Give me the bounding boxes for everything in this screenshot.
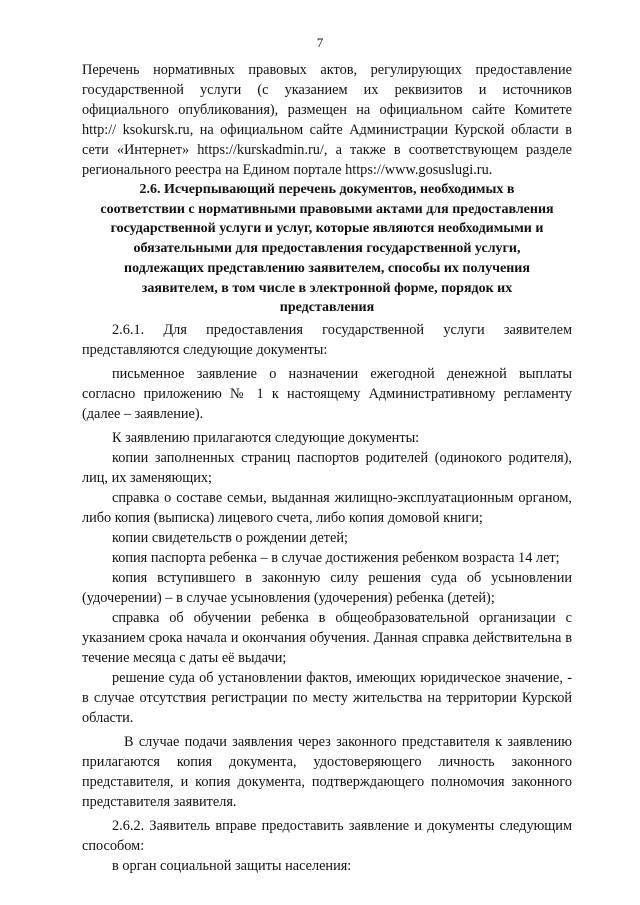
paragraph-2-6-1: 2.6.1. Для предоставления государственной услуги заявителем представляются следующие документы: <box>82 322 572 358</box>
list-item-school-certificate: справка об обучении ребенка в общеобразовательной организации с указанием срока начала и окончания обучения. Данная справка действительна в течение месяца с даты её выдачи; <box>82 610 572 666</box>
paragraph-application: письменное заявление о назначении ежегодной денежной выплаты согласно приложению № 1 к настоящему Административному регламенту (далее – заявление). <box>82 366 572 422</box>
list-item-adoption-decision: копия вступившего в законную силу решения суда об усыновлении (удочерении) – в случае усыновления (удочерения) ребенка (детей); <box>82 570 572 606</box>
list-item-passports: копии заполненных страниц паспортов родителей (одинокого родителя), лиц, их заменяющих; <box>82 450 572 486</box>
section-heading: 2.6. Исчерпывающий перечень документов, необходимых в соответствии с нормативными правовыми актами для предоставления государственной услуги и услуг, которые являются необходимыми и обязательными для предоставления государственной услуги, подлежащих представлению заявителем, способы их получения заявителем, в том числе в электронной форме, порядок их представления <box>100 182 554 316</box>
list-item-court-decision: решение суда об установлении фактов, имеющих юридическое значение, - в случае отсутствия регистрации по месту жительства на территории Курской области. <box>82 670 572 726</box>
paragraph-attachments-intro: К заявлению прилагаются следующие документы: <box>112 430 420 446</box>
intro-paragraph: Перечень нормативных правовых актов, регулирующих предоставление государственной услуги (с указанием их реквизитов и источников официального опубликования), размещен на официальном сайте Комитете http:// ksokursk.ru, на официальном сайте Администрации Курской области в сети «Интернет» https://kurskadmin.ru/, а также в соответствующем разделе регионального реестра на Едином портале https://www.gosuslugi.ru. <box>82 62 572 178</box>
list-item-birth-certificates: копии свидетельств о рождении детей; <box>112 530 348 546</box>
list-item-child-passport: копия паспорта ребенка – в случае достижения ребенком возраста 14 лет; <box>112 550 560 566</box>
list-item-family-certificate: справка о составе семьи, выданная жилищно-эксплуатационным органом, либо копия (выписка) лицевого счета, либо копия домовой книги; <box>82 490 572 526</box>
intro-block <box>82 60 572 180</box>
paragraph-2-6-2: 2.6.2. Заявитель вправе предоставить заявление и документы следующим способом: <box>82 818 572 854</box>
paragraph-legal-representative: В случае подачи заявления через законного представителя к заявлению прилагаются копия документа, удостоверяющего личность законного представителя, и копия документа, подтверждающего полномочия законного представителя заявителя. <box>82 734 572 810</box>
main-text <box>82 320 572 876</box>
paragraph-social-protection: в орган социальной защиты населения: <box>112 858 352 874</box>
page-number: 7 <box>316 35 324 50</box>
